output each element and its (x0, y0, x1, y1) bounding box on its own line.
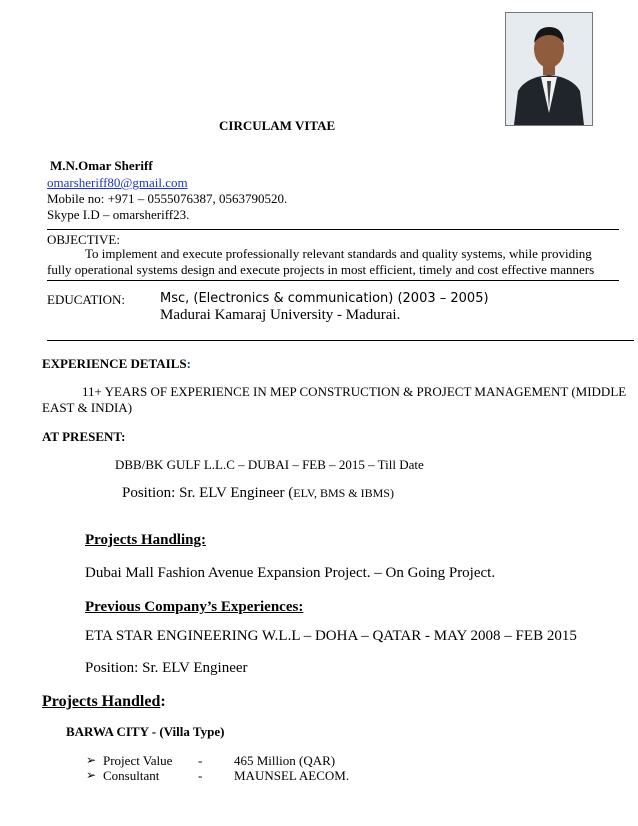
detail-value: 465 Million (QAR) (234, 753, 336, 768)
present-heading: AT PRESENT: (42, 429, 126, 444)
mobile-number: Mobile no: +971 – 0555076387, 0563790520. (47, 191, 288, 206)
experience-heading-text: EXPERIENCE DETAILS (42, 356, 187, 371)
candidate-name: M.N.Omar Sheriff (50, 158, 153, 173)
person-photo-illustration (506, 13, 592, 125)
experience-summary-line2: EAST & INDIA) (42, 400, 133, 415)
present-position-detail: ELV, BMS & IBMS) (293, 486, 394, 500)
detail-value: MAUNSEL AECOM. (234, 768, 350, 783)
arrow-bullet-icon: ➢ (86, 768, 97, 782)
previous-company: ETA STAR ENGINEERING W.L.L – DOHA – QATAR - MAY 2008 – FEB 2015 (85, 628, 577, 644)
divider-line (47, 229, 619, 230)
present-position (122, 485, 394, 502)
education-university: Madurai Kamaraj University - Madurai. (160, 307, 401, 323)
education-degree: Msc, (Electronics & communication) (2003 – 2005) (160, 291, 489, 306)
divider-line (47, 280, 619, 281)
projects-handled-heading-colon: : (160, 693, 166, 710)
projects-handling-item: Dubai Mall Fashion Avenue Expansion Project. – On Going Project. (85, 565, 496, 581)
present-company: DBB/BK GULF L.L.C – DUBAI – FEB – 2015 – Till Date (115, 457, 424, 472)
previous-position: Position: Sr. ELV Engineer (85, 660, 248, 676)
detail-label: Project Value (103, 753, 173, 768)
email-link[interactable]: omarsheriff80@gmail.com (47, 175, 188, 190)
arrow-bullet-icon: ➢ (86, 753, 97, 767)
projects-handling-heading: Projects Handling: (85, 532, 206, 548)
education-label: EDUCATION: (47, 292, 125, 307)
objective-text: To implement and execute professionally relevant standards and quality systems, while providing fully operational systems design and execute projects in most efficient, timely and cost effective manners (47, 246, 595, 277)
skype-id: Skype I.D – omarsheriff23. (47, 207, 190, 222)
projects-handled-heading (42, 693, 166, 711)
experience-heading (42, 356, 191, 372)
experience-heading-colon: : (186, 356, 191, 371)
profile-photo (505, 12, 593, 126)
present-position-label: Position: Sr. ELV Engineer ( (122, 485, 294, 501)
objective-heading: OBJECTIVE: (47, 232, 120, 247)
detail-separator: - (198, 753, 203, 768)
previous-experience-heading: Previous Company’s Experiences: (85, 599, 304, 615)
project-name: BARWA CITY - (Villa Type) (66, 724, 225, 739)
document-title: CIRCULAM VITAE (219, 118, 336, 133)
projects-handled-heading-text: Projects Handled (42, 693, 161, 710)
detail-separator: - (198, 768, 203, 783)
detail-label: Consultant (103, 768, 160, 783)
divider-line (47, 340, 634, 341)
experience-summary-line1: 11+ YEARS OF EXPERIENCE IN MEP CONSTRUCTION & PROJECT MANAGEMENT (MIDDLE (82, 384, 627, 399)
